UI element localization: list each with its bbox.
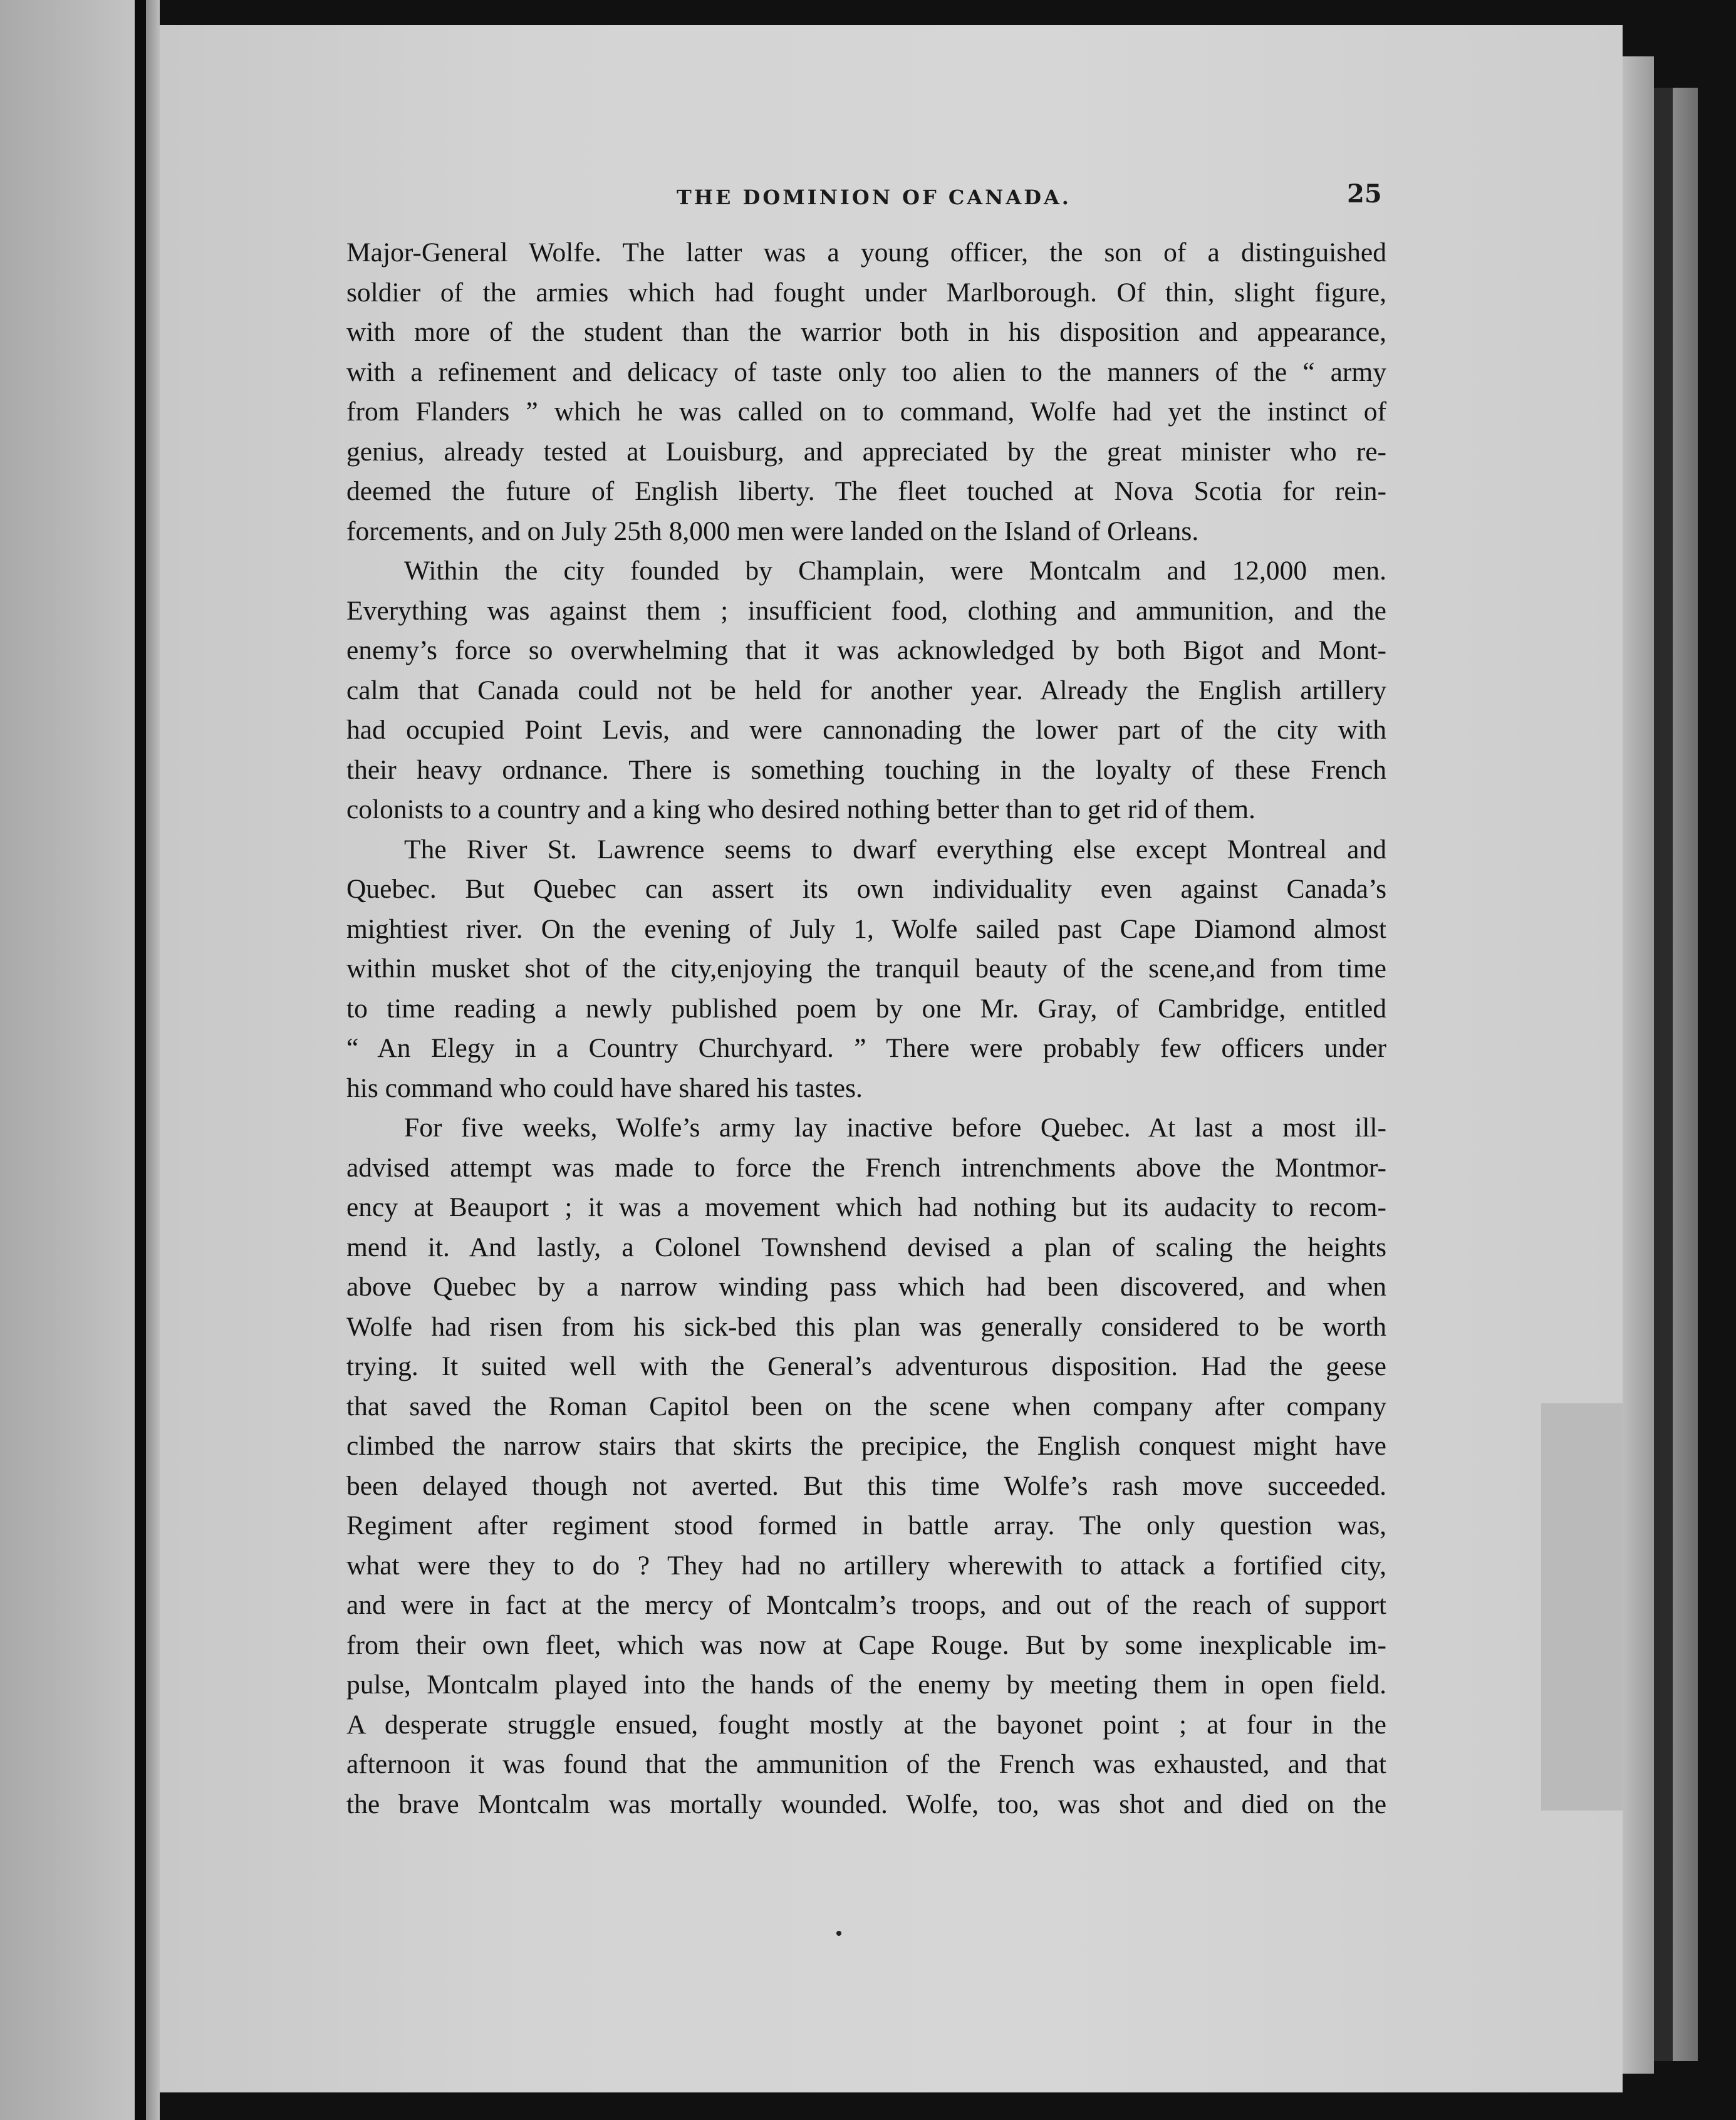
text-line: Quebec. But Quebec can assert its own individuality even against Canada’s — [346, 874, 1386, 904]
text-line: advised attempt was made to force the French intrenchments above the Montmor- — [346, 1152, 1386, 1183]
text-line: within musket shot of the city,enjoying the tranquil beauty of the scene,and from time — [346, 953, 1386, 984]
running-head: THE DOMINION OF CANADA. — [677, 185, 1071, 209]
text-line: their heavy ordnance. There is something touching in the loyalty of these French — [346, 754, 1386, 785]
text-line: deemed the future of English liberty. The fleet touched at Nova Scotia for rein- — [346, 476, 1386, 506]
text-line: from Flanders ” which he was called on to command, Wolfe had yet the instinct of — [346, 397, 1386, 427]
text-line: genius, already tested at Louisburg, and appreciated by the great minister who re- — [346, 436, 1386, 467]
text-line: climbed the narrow stairs that skirts the precipice, the English conquest might have — [346, 1431, 1386, 1461]
text-line: ency at Beauport ; it was a movement which had nothing but its audacity to recom- — [346, 1192, 1386, 1222]
page-fore-edge-shadow — [1654, 88, 1673, 2061]
text-line: trying. It suited well with the General’s adventurous disposition. Had the geese — [346, 1351, 1386, 1381]
text-line: what were they to do ? They had no artillery wherewith to attack a fortified city, — [346, 1550, 1386, 1581]
gutter-shadow — [146, 0, 160, 2120]
page-stack-edge — [1673, 88, 1698, 2061]
text-line: A desperate struggle ensued, fought mostly at the bayonet point ; at four in the — [346, 1709, 1386, 1740]
page-tab-strip — [1541, 1403, 1623, 1811]
text-line: above Quebec by a narrow winding pass which had been discovered, and when — [346, 1272, 1386, 1302]
printer-mark — [836, 1931, 841, 1936]
text-line: with more of the student than the warrior both in his disposition and appearance, — [346, 317, 1386, 347]
page-fore-edge — [1623, 56, 1654, 2074]
text-line: Within the city founded by Champlain, were Montcalm and 12,000 men. — [404, 556, 1386, 586]
body-text — [346, 233, 1386, 1824]
text-line: colonists to a country and a king who desired nothing better than to get rid of them. — [346, 794, 1255, 824]
text-line: The River St. Lawrence seems to dwarf everything else except Montreal and — [404, 834, 1386, 865]
text-line: from their own fleet, which was now at Cape Rouge. But by some inexplicable im- — [346, 1629, 1386, 1660]
text-line: mightiest river. On the evening of July 1, Wolfe sailed past Cape Diamond almost — [346, 913, 1386, 944]
text-line: Regiment after regiment stood formed in battle array. The only question was, — [346, 1510, 1386, 1541]
text-line: his command who could have shared his tastes. — [346, 1073, 863, 1103]
facing-page-edge — [0, 0, 135, 2120]
page-number: 25 — [1347, 179, 1382, 209]
text-line: been delayed though not averted. But this time Wolfe’s rash move succeeded. — [346, 1470, 1386, 1501]
text-line: pulse, Montcalm played into the hands of the enemy by meeting them in open field. — [346, 1670, 1386, 1700]
text-line: the brave Montcalm was mortally wounded. Wolfe, too, was shot and died on the — [346, 1789, 1386, 1819]
text-line: to time reading a newly published poem by one Mr. Gray, of Cambridge, entitled — [346, 993, 1386, 1024]
text-line: had occupied Point Levis, and were cannonading the lower part of the city with — [346, 715, 1386, 745]
text-line: with a refinement and delicacy of taste only too alien to the manners of the “ army — [346, 356, 1386, 387]
text-line: enemy’s force so overwhelming that it was acknowledged by both Bigot and Mont- — [346, 635, 1386, 665]
text-line: Everything was against them ; insufficient food, clothing and ammunition, and the — [346, 595, 1386, 626]
text-line: mend it. And lastly, a Colonel Townshend devised a plan of scaling the heights — [346, 1232, 1386, 1262]
text-line: afternoon it was found that the ammunition of the French was exhausted, and that — [346, 1749, 1386, 1779]
book-gutter — [135, 0, 146, 2120]
text-line: Major-General Wolfe. The latter was a young officer, the son of a distinguished — [346, 237, 1386, 268]
text-line: Wolfe had risen from his sick-bed this plan was generally considered to be worth — [346, 1311, 1386, 1342]
text-line: “ An Elegy in a Country Churchyard. ” There were probably few officers under — [346, 1033, 1386, 1063]
text-line: soldier of the armies which had fought under Marlborough. Of thin, slight figure, — [346, 277, 1386, 308]
text-line: calm that Canada could not be held for another year. Already the English artillery — [346, 675, 1386, 705]
text-line: and were in fact at the mercy of Montcalm’s troops, and out of the reach of support — [346, 1590, 1386, 1620]
text-line: forcements, and on July 25th 8,000 men were landed on the Island of Orleans. — [346, 516, 1199, 546]
text-line: For five weeks, Wolfe’s army lay inactive before Quebec. At last a most ill- — [404, 1113, 1386, 1143]
text-line: that saved the Roman Capitol been on the scene when company after company — [346, 1391, 1386, 1421]
